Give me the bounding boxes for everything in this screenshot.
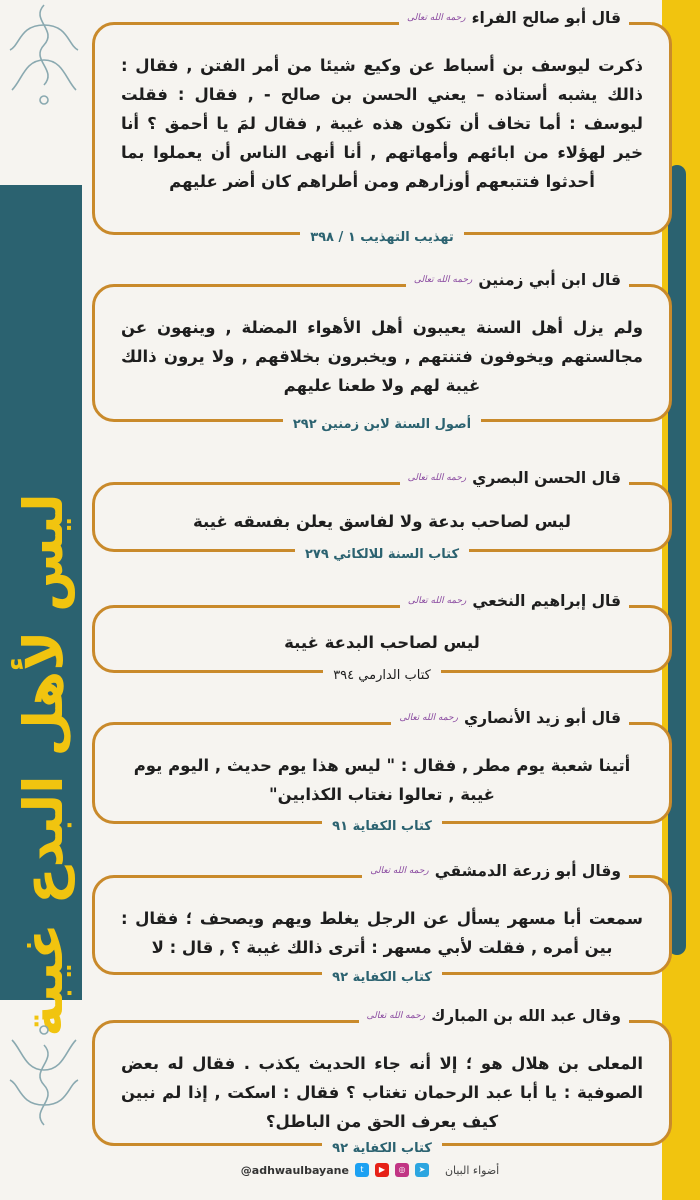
- honorific-label: رحمه الله تعالى: [366, 1011, 426, 1021]
- quote-card: [92, 709, 672, 834]
- speaker-name: وقال عبد الله بن المبارك: [431, 1007, 621, 1025]
- card-header: [400, 469, 629, 487]
- speaker-name: وقال أبو زرعة الدمشقي: [434, 862, 621, 880]
- speaker-name: قال الحسن البصري: [472, 469, 621, 487]
- social-handle[interactable]: @adhwaulbayane: [240, 1163, 349, 1177]
- card-header: [391, 709, 629, 727]
- speaker-name: قال أبو زيد الأنصاري: [463, 709, 621, 727]
- source-label: أصول السنة لابن زمنين ٢٩٢: [283, 417, 481, 432]
- youtube-icon[interactable]: ▶: [375, 1163, 389, 1177]
- quote-card: [92, 9, 672, 245]
- honorific-label: رحمه الله تعالى: [413, 275, 473, 285]
- honorific-label: رحمه الله تعالى: [399, 713, 458, 723]
- quote-text: المعلى بن هلال هو ؛ إلا أنه جاء الحديث يكذب . فقال له بعض الصوفية : يا أبا عبد الرحمان تغتاب ؟ فقال : اسكت , إذا لم نبين كيف يعرف الحق من الباطل؟: [121, 1054, 643, 1131]
- top-ornament-icon: [0, 0, 88, 110]
- source-reference: [95, 815, 669, 834]
- source-label: كتاب الكفاية ٩٢: [322, 1141, 442, 1156]
- telegram-icon[interactable]: ➤: [415, 1163, 429, 1177]
- source-label: كتاب الكفاية ٩١: [322, 819, 442, 834]
- twitter-icon[interactable]: t: [355, 1163, 369, 1177]
- right-teal-stripe: [668, 165, 686, 955]
- quote-card: [92, 592, 672, 683]
- quote-card: [92, 1007, 672, 1156]
- card-header: [400, 592, 629, 610]
- honorific-label: رحمه الله تعالى: [407, 473, 467, 483]
- quote-card: [92, 862, 672, 985]
- instagram-icon[interactable]: ◎: [395, 1163, 409, 1177]
- card-header: [399, 9, 629, 27]
- speaker-name: قال أبو صالح الفراء: [471, 9, 621, 27]
- source-reference: [95, 966, 669, 985]
- quote-text: ذكرت ليوسف بن أسباط عن وكيع شيئا من أمر الفتن , فقال : ذالك يشبه أستاذه – يعني الحسن بن صالح - , فقال : فقلت ليوسف : أما تخاف أن تكون هذه غيبة , فقال لمَ يا أحمق ؟ أنا خير لهؤلاء من ابائهم وأمهاتهم , أنا أنهى الناس أن يعملوا بما أحدثوا فتتبعهم أوزارهم ومن أطراهم كان أضر عليهم: [121, 56, 643, 191]
- source-reference: [95, 413, 669, 432]
- card-header: [362, 862, 629, 880]
- quote-text: أتينا شعبة يوم مطر , فقال : " ليس هذا يوم حديث , اليوم يوم غيبة , تعالوا نغتاب الكذابين": [133, 756, 631, 804]
- quote-text: سمعت أبا مسهر يسأل عن الرجل يغلط ويهم ويصحف ؛ فقال : بين أمره , فقلت لأبي مسهر : أترى ذالك غيبة ؟ , قال : لا: [121, 909, 643, 957]
- card-header: [406, 271, 629, 289]
- source-reference: [95, 226, 669, 245]
- source-label: تهذيب التهذيب ١ / ٣٩٨: [300, 230, 464, 245]
- quote-card: [92, 469, 672, 562]
- vertical-title: ليس لأهل البدع غيبة: [12, 493, 75, 1037]
- quote-text: ليس لصاحب بدعة ولا لفاسق يعلن بفسقه غيبة: [193, 512, 571, 531]
- source-reference: [95, 664, 669, 683]
- speaker-name: قال ابن أبي زمنين: [478, 271, 621, 289]
- source-label: كتاب الدارمي ٣٩٤: [323, 668, 441, 683]
- honorific-label: رحمه الله تعالى: [407, 596, 467, 606]
- honorific-label: رحمه الله تعالى: [370, 866, 429, 876]
- source-label: كتاب السنة للالكائي ٢٧٩: [295, 547, 469, 562]
- source-reference: [95, 543, 669, 562]
- bottom-ornament-icon: [0, 1020, 88, 1130]
- honorific-label: رحمه الله تعالى: [407, 13, 466, 23]
- footer: [90, 1158, 650, 1182]
- source-reference: [95, 1137, 669, 1156]
- speaker-name: قال إبراهيم النخعي: [472, 592, 621, 610]
- brand-logo: أضواء البيان: [444, 1163, 500, 1177]
- quote-card: [92, 271, 672, 432]
- quote-text: ليس لصاحب البدعة غيبة: [284, 633, 480, 652]
- source-label: كتاب الكفاية ٩٢: [322, 970, 442, 985]
- quote-text: ولم يزل أهل السنة يعيبون أهل الأهواء المضلة , وينهون عن مجالستهم ويخوفون فتنتهم , ويخبرون بخلاقهم , ولا يرون ذالك غيبة لهم ولا طعنا عليهم: [121, 318, 643, 395]
- left-title-panel: [0, 185, 82, 1037]
- card-header: [359, 1007, 629, 1025]
